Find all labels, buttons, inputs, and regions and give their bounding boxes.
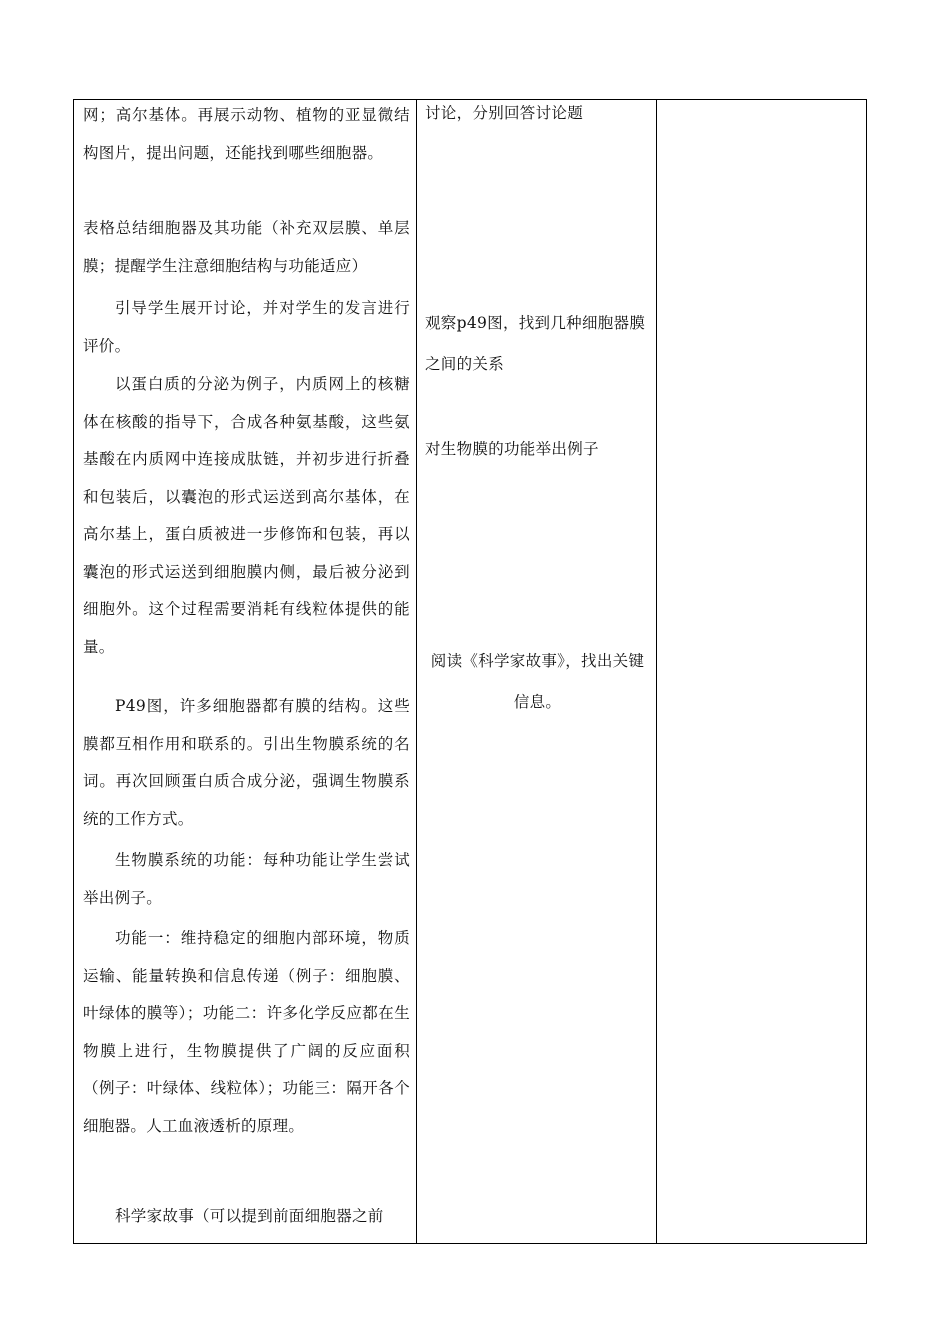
paragraph-guide-discussion: 引导学生展开讨论，并对学生的发言进行评价。 xyxy=(83,299,410,355)
paragraph-organelles-intro: 网；高尔基体。再展示动物、植物的亚显微结构图片，提出问题，还能找到哪些细胞器。 xyxy=(83,106,410,162)
student-activity-cell xyxy=(417,100,657,1243)
paragraph-scientist-story: 科学家故事（可以提到前面细胞器之前 xyxy=(115,1207,384,1225)
paragraph-biomembrane-function: 生物膜系统的功能：每种功能让学生尝试举出例子。 xyxy=(83,851,410,907)
student-examples: 对生物膜的功能举出例子 xyxy=(425,440,599,458)
notes-cell xyxy=(657,100,866,1243)
student-read-story: 阅读《科学家故事》，找出关键信息。 xyxy=(430,652,645,711)
student-discuss: 讨论，分别回答讨论题 xyxy=(425,104,584,122)
paragraph-functions-detail: 功能一：维持稳定的细胞内部环境，物质运输、能量转换和信息传递（例子：细胞膜、叶绿体的膜等）；功能二：许多化学反应都在生物膜上进行，生物膜提供了广阔的反应面积（例子：叶绿体、线粒体）；功能三：隔开各个细胞器。人工血液透析的原理。 xyxy=(83,929,410,1135)
student-observe-p49: 观察p49图，找到几种细胞器膜之间的关系 xyxy=(425,314,646,373)
paragraph-protein-secretion: 以蛋白质的分泌为例子，内质网上的核糖体在核酸的指导下，合成各种氨基酸，这些氨基酸在内质网中连接成肽链，并初步进行折叠和包装后，以囊泡的形式运送到高尔基体，在高尔基上，蛋白质被进一步修饰和包装，再以囊泡的形式运送到细胞膜内侧，最后被分泌到细胞外。这个过程需要消耗有线粒体提供的能量。 xyxy=(83,375,410,656)
lesson-plan-table xyxy=(73,99,867,1244)
paragraph-biomembrane-system: P49图，许多细胞器都有膜的结构。这些膜都互相作用和联系的。引出生物膜系统的名词。再次回顾蛋白质合成分泌，强调生物膜系统的工作方式。 xyxy=(83,697,410,828)
teacher-activity-cell xyxy=(74,100,417,1243)
paragraph-summary-table: 表格总结细胞器及其功能（补充双层膜、单层膜；提醒学生注意细胞结构与功能适应） xyxy=(83,219,410,275)
